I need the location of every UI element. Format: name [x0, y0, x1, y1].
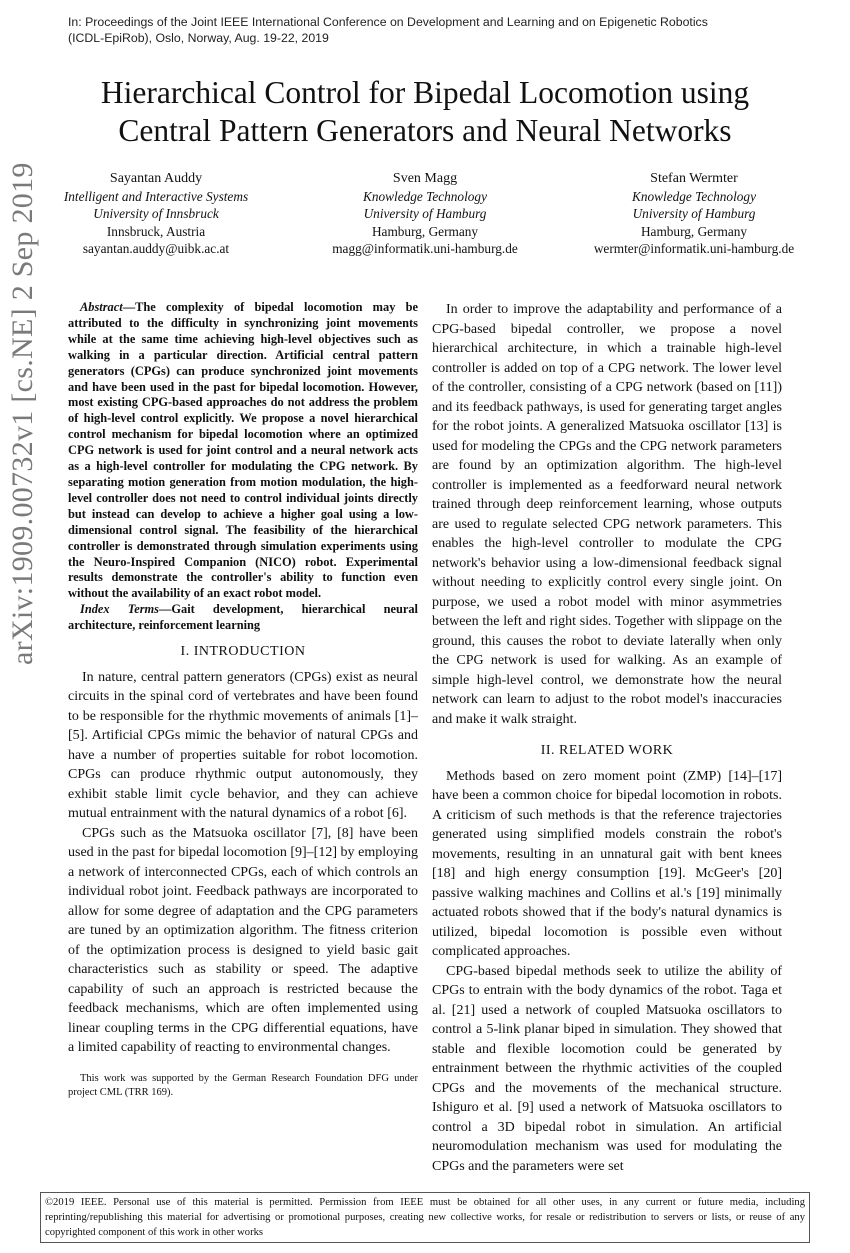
author-email: wermter@informatik.uni-hamburg.de: [593, 241, 795, 256]
paragraph: In order to improve the adaptability and performance of a CPG-based bipedal controller, we propose a novel hierarchical architecture, in which a trainable high-level controller is added on top of a CPG network. The lower level of the controller, consisting of a CPG network (based on [11]) and its feedback pathways, is used for generating target angles for the robot joints. A generalized Matsuoka oscillator [13] is used for modeling the CPGs and the CPG network parameters are found by an optimization algorithm. The high-level controller is implemented as a feedforward neural network trained through deep reinforcement learning, whose outputs are used to regulate selected CPG network parameters. This enables the high-level controller to modulate the CPG network's behavior using a low-dimensional feedback signal without needing to explicitly control every single joint. On purpose, we used a robot model with minor asymmetries between the left and right sides. Together with slippage on the ground, this causes the robot to deviate laterally when only the CPG network is used for walking. As an example of simple high-level control, we demonstrate how the neural network can learn to adjust to the robot model's inaccuracies and make it walk straight.: [432, 302, 782, 727]
footnote: This work was supported by the German Research Foundation DFG under project CML (TRR 169).: [68, 1072, 418, 1098]
left-column: [68, 300, 418, 1100]
author-dept: Knowledge Technology: [632, 188, 756, 204]
title-line-1: Hierarchical Control for Bipedal Locomotion using: [100, 75, 750, 110]
author-dept: Knowledge Technology: [363, 188, 487, 204]
paper-body: [45, 300, 805, 1253]
abstract: [68, 300, 418, 602]
author: [25, 170, 287, 258]
author-block: [25, 170, 825, 258]
title-line-2: Central Pattern Generators and Neural Networks: [118, 113, 732, 148]
venue-line-1: In: Proceedings of the Joint IEEE International Conference on Development and Learning and on Epigenetic Robotics: [68, 15, 708, 29]
paragraph: CPG-based bipedal methods seek to utilize the ability of CPGs to entrain with the body dynamics of the robot. Taga et al. [21] used a network of coupled Matsuoka oscillators to control a 5-link planar biped in simulation. They showed that stable and flexible locomotion could be generated by entrainment between the rhythmic activities of the coupled CPGs and the movements of the mechanical structure. Ishiguro et al. [9] used a network of Matsuoka oscillators to control a 3D bipedal robot in simulation. An artificial neuromodulation mechanism was used for modulating the CPGs and the parameters were set: [432, 963, 782, 1174]
index-terms: [68, 602, 418, 634]
index-terms-text: —Gait development, hierarchical neural architecture, reinforcement learning: [68, 602, 418, 633]
copyright-notice: ©2019 IEEE. Personal use of this material is permitted. Permission from IEEE must be obtained for all other uses, in any current or future media, including reprinting/republishing this material for advertising or promotional purposes, creating new collective works, for resale or redistribution to servers or lists, or reuse of any copyrighted component of this work in other works: [40, 1192, 810, 1243]
paragraph: In nature, central pattern generators (CPGs) exist as neural circuits in the spinal cord of vertebrates and have been found to be responsible for the rhythmic movements of animals [1]–[5]. Artificial CPGs mimic the behavior of natural CPGs and have a number of properties suitable for robot locomotion. CPGs can produce rhythmic output autonomously, they exhibit stable limit cycle behavior, and they can achieve mutual entrainment with the natural dynamics of a robot [6].: [68, 669, 418, 822]
author-name: Sayantan Auddy: [109, 171, 203, 186]
arxiv-stamp: arXiv:1909.00732v1 [cs.NE] 2 Sep 2019: [6, 162, 39, 665]
author-email: sayantan.auddy@uibk.ac.at: [82, 241, 230, 256]
author-city: Hamburg, Germany: [371, 223, 479, 239]
section-heading-introduction: I. INTRODUCTION: [180, 644, 306, 660]
author: [294, 170, 556, 258]
paragraph: CPGs such as the Matsuoka oscillator [7], [8] have been used in the past for bipedal locomotion [9]–[12] by employing a network of interconnected CPGs, each of which controls an individual robot joint. Feedback pathways are incorporated to allow for some degree of adaptation and the CPG parameters are tuned by an optimization algorithm. The fitness criterion of the optimization process is designed to yield basic gait characteristics such as stability or speed. The adaptive capability of such an approach is restricted because the feedback mechanisms, which are often implemented using linear coupling terms in the CPG differential equations, have a limited capability of reacting to environmental changes.: [68, 825, 418, 1056]
right-column: [432, 300, 782, 1176]
index-terms-label: Index Terms: [80, 602, 159, 617]
paper-title: [0, 74, 850, 150]
author-name: Sven Magg: [392, 171, 458, 186]
author: [563, 170, 825, 258]
paragraph: Methods based on zero moment point (ZMP) [14]–[17] have been a common choice for bipedal locomotion in robots. A criticism of such methods is that the reference trajectories generated using simplified models constrain the robot's movements, resulting in an unnatural gait with bent knees [18] and high energy consumption [19]. McGeer's [20] passive walking machines and Collins et al.'s [19] minimally actuated robots showed that if the body's natural dynamics is utilized, bipedal locomotion is possible even without complicated approaches.: [432, 768, 782, 959]
author-univ: University of Innsbruck: [93, 206, 219, 221]
author-univ: University of Hamburg: [363, 206, 487, 221]
two-column-body: [68, 300, 782, 1176]
venue-header: [68, 14, 788, 46]
author-name: Stefan Wermter: [650, 171, 738, 186]
abstract-label: Abstract: [80, 300, 123, 314]
abstract-text: —The complexity of bipedal locomotion may be attributed to the difficulty in synchronizing joint movements while at the same time achieving high-level objectives such as walking in a particular direction. Artificial central pattern generators (CPGs) can produce synchronized joint movements and have been used in the past for bipedal locomotion. However, most existing CPG-based approaches do not address the problem of high-level control explicitly. We propose a novel hierarchical control mechanism for bipedal locomotion where an optimized CPG network is used for joint control and a neural network acts as a high-level controller for modulating the CPG network. By separating motion generation from motion modulation, the high-level controller does not need to control individual joints directly but instead can develop to achieve a higher goal using a low-dimensional control signal. The feasibility of the hierarchical controller is demonstrated through simulation experiments using the Neuro-Inspired Companion (NICO) robot. Experimental results demonstrate the controller's ability to function even without the availability of an exact robot model.: [68, 300, 418, 601]
venue-line-2: (ICDL-EpiRob), Oslo, Norway, Aug. 19-22, 2019: [68, 31, 329, 45]
author-city: Innsbruck, Austria: [106, 223, 206, 239]
author-city: Hamburg, Germany: [640, 223, 748, 239]
section-heading-related-work: II. RELATED WORK: [540, 743, 674, 758]
author-univ: University of Hamburg: [632, 206, 756, 221]
author-dept: Intelligent and Interactive Systems: [63, 188, 249, 204]
author-email: magg@informatik.uni-hamburg.de: [332, 241, 518, 256]
